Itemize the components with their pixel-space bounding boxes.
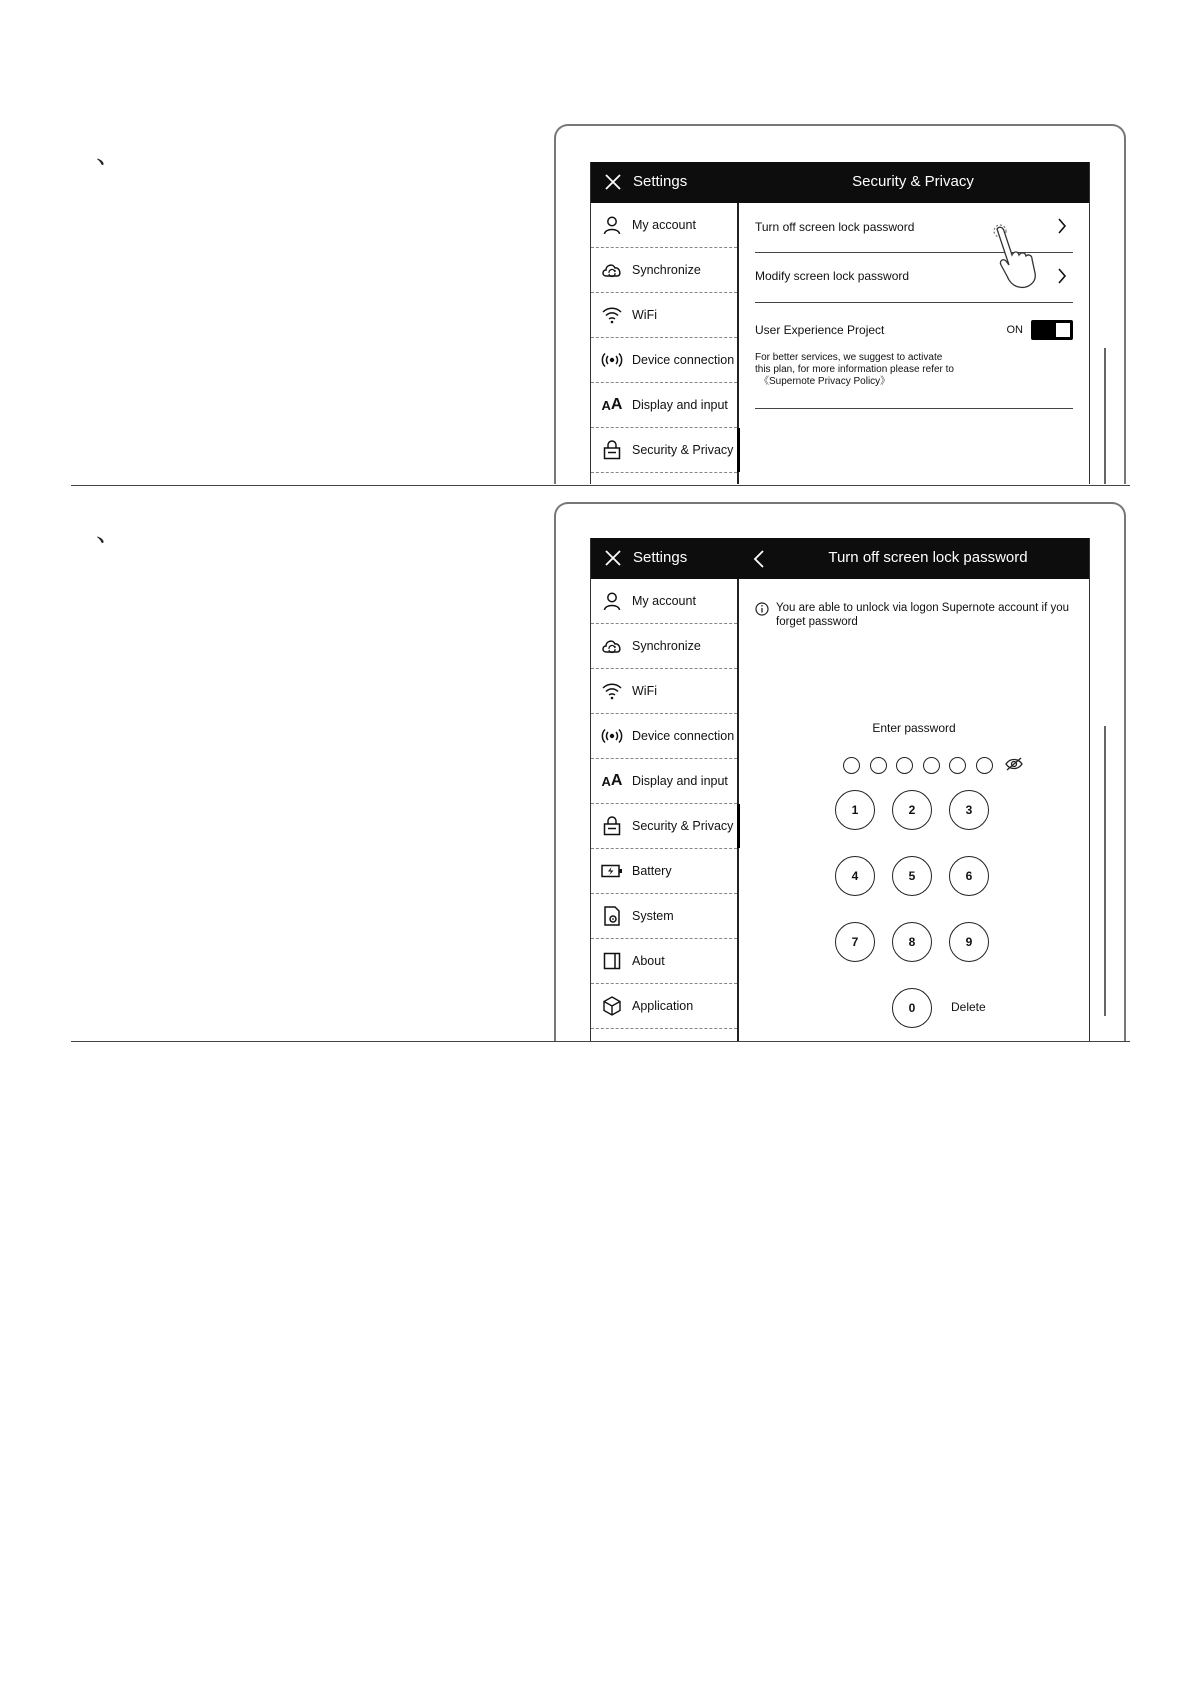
cube-icon bbox=[601, 995, 623, 1017]
scroll-indicator bbox=[1104, 726, 1106, 1016]
battery-icon bbox=[601, 860, 623, 882]
toggle-state-label: ON bbox=[1006, 324, 1023, 336]
info-icon bbox=[755, 602, 769, 616]
password-dot bbox=[976, 757, 993, 774]
sidebar-item-device-connection[interactable] bbox=[591, 338, 737, 383]
sidebar-item-label: Display and input bbox=[632, 398, 728, 412]
sidebar-item-system[interactable] bbox=[591, 894, 737, 939]
page-title: Turn off screen lock password bbox=[828, 549, 1028, 566]
sidebar-item-label: Synchronize bbox=[632, 263, 701, 277]
enter-password-label: Enter password bbox=[872, 721, 956, 735]
sidebar-item-my-account[interactable] bbox=[591, 579, 737, 624]
sidebar-item-wifi[interactable] bbox=[591, 293, 737, 338]
title-bar bbox=[591, 162, 1089, 203]
privacy-policy-link[interactable]: 《Supernote Privacy Policy》 bbox=[759, 376, 891, 387]
user-experience-description bbox=[755, 352, 975, 388]
password-dots bbox=[843, 757, 1002, 774]
settings-title: Settings bbox=[633, 173, 688, 190]
page-title: Security & Privacy bbox=[852, 173, 974, 190]
info-text: You are able to unlock via logon Supernote account if you forget password bbox=[776, 602, 1070, 628]
sidebar-item-label: Device connection bbox=[632, 353, 735, 367]
sidebar-item-label: Security & Privacy bbox=[632, 819, 734, 833]
device-screen bbox=[590, 538, 1090, 1041]
wifi-icon bbox=[601, 304, 623, 326]
password-dot bbox=[923, 757, 940, 774]
user-icon bbox=[601, 214, 623, 236]
sidebar-item-display-and-input[interactable] bbox=[591, 759, 737, 804]
device-frame bbox=[554, 502, 1126, 1041]
keypad-key-9[interactable]: 9 bbox=[949, 922, 989, 962]
lock-icon bbox=[601, 815, 623, 837]
password-dot bbox=[870, 757, 887, 774]
row-label: Modify screen lock password bbox=[755, 269, 910, 283]
device-button bbox=[1028, 502, 1060, 504]
sidebar-item-security-privacy[interactable] bbox=[591, 804, 737, 849]
sidebar-item-my-account[interactable] bbox=[591, 203, 737, 248]
sidebar-item-wifi[interactable] bbox=[591, 669, 737, 714]
font-size-icon: A A bbox=[601, 772, 623, 789]
settings-sidebar bbox=[591, 579, 739, 1041]
keypad-key-2[interactable]: 2 bbox=[892, 790, 932, 830]
security-content bbox=[739, 203, 1089, 484]
close-icon[interactable] bbox=[603, 172, 623, 192]
user-experience-row bbox=[755, 303, 1073, 409]
sidebar-item-label: Device connection bbox=[632, 729, 735, 743]
sidebar-item-device-connection[interactable] bbox=[591, 714, 737, 759]
turn-off-password-content bbox=[739, 579, 1089, 1041]
wifi-icon bbox=[601, 680, 623, 702]
section-divider bbox=[71, 485, 1130, 486]
description-line: this plan, for more information please refer to bbox=[755, 364, 954, 375]
device-button bbox=[1028, 124, 1060, 126]
sidebar-item-synchronize[interactable] bbox=[591, 248, 737, 293]
user-icon bbox=[601, 590, 623, 612]
sidebar-item-label: WiFi bbox=[632, 684, 657, 698]
font-size-icon: A A bbox=[601, 396, 623, 413]
keypad-key-8[interactable]: 8 bbox=[892, 922, 932, 962]
sidebar-item-display-and-input[interactable] bbox=[591, 383, 737, 428]
about-icon bbox=[601, 950, 623, 972]
settings-sidebar bbox=[591, 203, 739, 484]
sidebar-item-label: My account bbox=[632, 218, 696, 232]
tap-hand-icon bbox=[987, 221, 1057, 291]
delete-button[interactable]: Delete bbox=[951, 1000, 986, 1014]
chevron-right-icon bbox=[1057, 218, 1067, 234]
eye-hidden-icon[interactable] bbox=[1005, 756, 1023, 772]
sidebar-item-label: Display and input bbox=[632, 774, 728, 788]
sidebar-item-about[interactable] bbox=[591, 939, 737, 984]
sidebar-item-synchronize[interactable] bbox=[591, 624, 737, 669]
sidebar-item-application[interactable] bbox=[591, 984, 737, 1029]
keypad-key-4[interactable]: 4 bbox=[835, 856, 875, 896]
sidebar-item-label: System bbox=[632, 909, 674, 923]
sidebar-item-label: My account bbox=[632, 594, 696, 608]
password-dot bbox=[949, 757, 966, 774]
step-marker: 、 bbox=[96, 140, 123, 170]
keypad-key-5[interactable]: 5 bbox=[892, 856, 932, 896]
sidebar-item-label: About bbox=[632, 954, 665, 968]
title-bar bbox=[591, 538, 1089, 579]
password-dot bbox=[843, 757, 860, 774]
close-icon[interactable] bbox=[603, 548, 623, 568]
system-gear-icon bbox=[601, 905, 623, 927]
password-dot bbox=[896, 757, 913, 774]
sidebar-item-label: Application bbox=[632, 999, 694, 1013]
description-line: For better services, we suggest to activate bbox=[755, 352, 943, 363]
info-message bbox=[755, 601, 1076, 629]
broadcast-icon bbox=[601, 349, 623, 371]
user-experience-toggle[interactable] bbox=[1031, 320, 1073, 340]
settings-title: Settings bbox=[633, 549, 688, 566]
lock-icon bbox=[601, 439, 623, 461]
back-arrow-icon[interactable] bbox=[752, 549, 766, 569]
keypad-key-6[interactable]: 6 bbox=[949, 856, 989, 896]
row-label: User Experience Project bbox=[755, 323, 885, 337]
cloud-sync-icon bbox=[601, 635, 623, 657]
keypad-key-3[interactable]: 3 bbox=[949, 790, 989, 830]
cloud-sync-icon bbox=[601, 259, 623, 281]
chevron-right-icon bbox=[1057, 268, 1067, 284]
device-frame bbox=[554, 124, 1126, 484]
section-divider bbox=[71, 1041, 1130, 1042]
sidebar-item-battery[interactable] bbox=[591, 849, 737, 894]
step-marker: 、 bbox=[96, 518, 123, 548]
sidebar-item-label: WiFi bbox=[632, 308, 657, 322]
broadcast-icon bbox=[601, 725, 623, 747]
keypad-key-0[interactable]: 0 bbox=[892, 988, 932, 1028]
keypad-key-1[interactable]: 1 bbox=[835, 790, 875, 830]
row-label: Turn off screen lock password bbox=[755, 220, 915, 234]
keypad-key-7[interactable]: 7 bbox=[835, 922, 875, 962]
sidebar-item-label: Battery bbox=[632, 864, 672, 878]
sidebar-item-security-privacy[interactable] bbox=[591, 428, 737, 473]
sidebar-item-label: Synchronize bbox=[632, 639, 701, 653]
sidebar-item-label: Security & Privacy bbox=[632, 443, 734, 457]
scroll-indicator bbox=[1104, 348, 1106, 484]
device-screen bbox=[590, 162, 1090, 484]
